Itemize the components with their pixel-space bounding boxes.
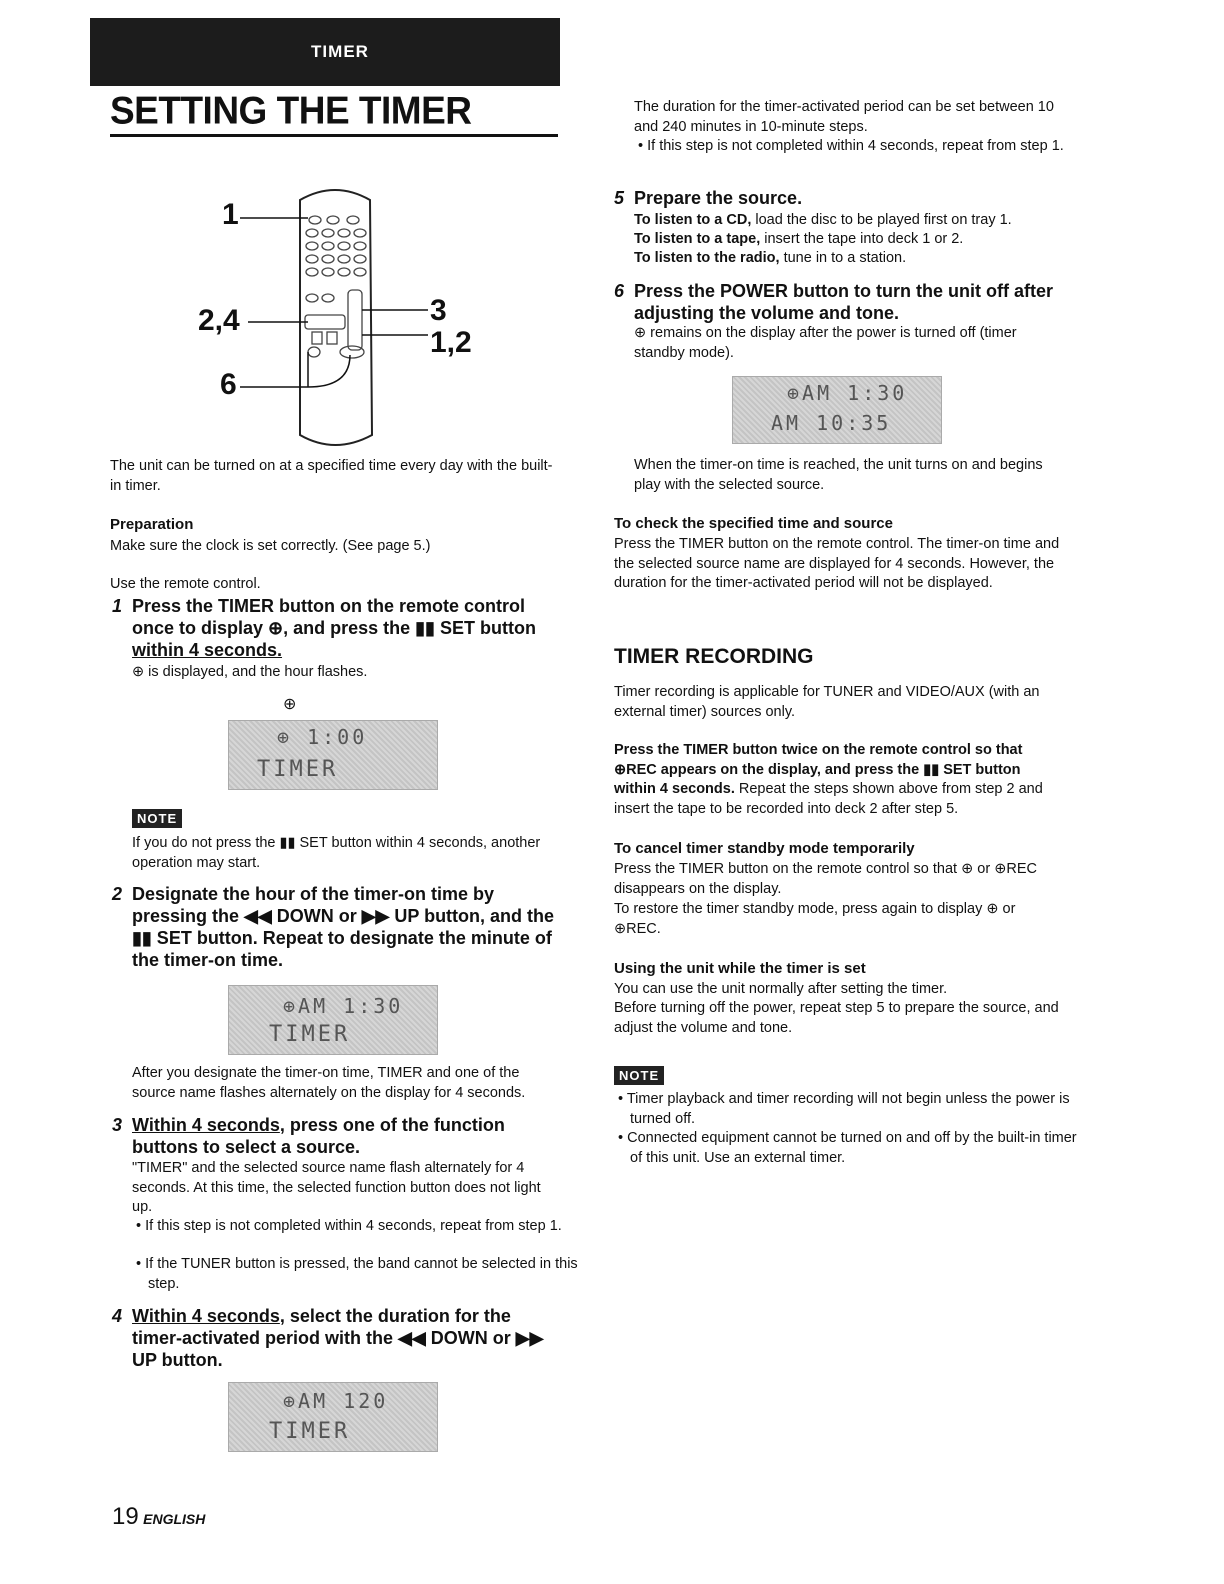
cancel-text-1: Press the TIMER button on the remote control so that ⊕ or ⊕REC disappears on the display. — [614, 861, 1037, 897]
lcd-step2-bottom: TIMER — [269, 1022, 351, 1047]
section-banner — [90, 18, 560, 86]
step4-number: 4 — [112, 1306, 123, 1326]
timer-recording-instruction: Press the TIMER button twice on the remote control so that ⊕REC appears on the display, and press the ▮▮ SET button within 4 seconds. Repeat the steps shown above from step 2 and insert the tape to be recorded into deck 2 after step 5. — [614, 742, 1043, 817]
step4-bullet: • If this step is not completed within 4 seconds, repeat from step 1. — [638, 138, 1064, 154]
timer-recording-text: Timer recording is applicable for TUNER and VIDEO/AUX (with an external timer) sources only. — [614, 684, 1040, 720]
step4-heading — [132, 1305, 560, 1371]
step1-number: 1 — [112, 596, 123, 616]
lcd-display-step6 — [732, 376, 942, 444]
preparation-text: Make sure the clock is set correctly. (See page 5.) — [110, 538, 431, 554]
step5-line-cd: To listen to a CD, load the disc to be played first on tray 1. — [634, 212, 1012, 228]
use-remote-text: Use the remote control. — [110, 576, 261, 592]
step5-line-tape: To listen to a tape, insert the tape into deck 1 or 2. — [634, 231, 964, 247]
lcd-step2-top: ⊕AM 1:30 — [283, 994, 404, 1018]
step2-body: After you designate the timer-on time, TIMER and one of the source name flashes alternately on the display for 4 seconds. — [132, 1065, 526, 1101]
lcd-step6-bottom: AM 10:35 — [771, 411, 892, 435]
step6-number: 6 — [614, 281, 625, 301]
step3-heading-text: , press one of the function buttons to select a source. — [132, 1115, 505, 1157]
page-title: SETTING THE TIMER — [110, 88, 472, 132]
step1-heading-underlined: within 4 seconds. — [132, 640, 283, 660]
lcd-display-step4 — [228, 1382, 438, 1452]
timer-clock-icon: ⊕ — [283, 696, 297, 713]
step6-heading: Press the POWER button to turn the unit off after adjusting the volume and tone. — [634, 281, 1053, 323]
remote-label-1: 1 — [222, 198, 239, 231]
step1-body: ⊕ is displayed, and the hour flashes. — [132, 664, 368, 680]
step3-number: 3 — [112, 1115, 123, 1135]
title-rule — [110, 134, 558, 137]
lcd-step6-top: ⊕AM 1:30 — [787, 381, 908, 405]
step3-heading-underlined: Within 4 seconds — [132, 1115, 280, 1135]
lcd-step4-bottom: TIMER — [269, 1419, 351, 1444]
note2-bullet-1: • Timer playback and timer recording will not begin unless the power is turned off. — [618, 1091, 1070, 1127]
remote-label-3: 3 — [430, 294, 447, 327]
cancel-heading: To cancel timer standby mode temporarily — [614, 840, 915, 857]
using-heading: Using the unit while the timer is set — [614, 960, 866, 977]
page-footer — [112, 1503, 205, 1531]
step6-body: ⊕ remains on the display after the power is turned off (timer standby mode). — [634, 325, 1017, 361]
step5-number: 5 — [614, 188, 625, 208]
step2-heading: Designate the hour of the timer-on time by pressing the ◀◀ DOWN or ▶▶ UP button, and the ▮▮ SET button. Repeat to designate the minute of the timer-on time. — [132, 884, 555, 970]
lcd-step1-bottom: TIMER — [257, 757, 339, 782]
step4-heading-text: , select the duration for the timer-activated period with the ◀◀ DOWN or ▶▶ UP button. — [132, 1306, 544, 1370]
note-badge-1: NOTE — [132, 809, 182, 828]
step5-line-radio: To listen to the radio, tune in to a station. — [634, 250, 907, 266]
intro-text: The unit can be turned on at a specified time every day with the built-in timer. — [110, 458, 553, 494]
remote-label-1-2: 1,2 — [430, 326, 472, 359]
step5-heading: Prepare the source. — [634, 188, 803, 208]
check-heading: To check the specified time and source — [614, 515, 893, 532]
section-label: TIMER — [311, 42, 369, 61]
lcd-display-step1 — [228, 720, 438, 790]
remote-label-6: 6 — [220, 368, 237, 401]
step3-bullet-1: • If this step is not completed within 4 seconds, repeat from step 1. — [136, 1218, 562, 1234]
step1-heading — [132, 595, 560, 661]
page-number: 19 — [112, 1503, 139, 1530]
remote-label-2-4: 2,4 — [198, 304, 240, 337]
note-badge-2: NOTE — [614, 1066, 664, 1085]
step4-heading-underlined: Within 4 seconds — [132, 1306, 280, 1326]
cancel-text-2: To restore the timer standby mode, press again to display ⊕ or ⊕REC. — [614, 901, 1016, 937]
step2-number: 2 — [112, 884, 123, 904]
lcd-step4-top: ⊕AM 120 — [283, 1389, 389, 1413]
timer-recording-heading: TIMER RECORDING — [614, 645, 814, 668]
step3-body: "TIMER" and the selected source name flash alternately for 4 seconds. At this time, the selected function button does not light up. — [132, 1160, 541, 1215]
lcd-step1-top: ⊕ 1:00 — [277, 725, 368, 749]
step3-heading — [132, 1114, 560, 1158]
step1-heading-text: Press the TIMER button on the remote control once to display ⊕, and press the ▮▮ SET button — [132, 596, 536, 638]
preparation-heading: Preparation — [110, 516, 194, 533]
step4-body: The duration for the timer-activated period can be set between 10 and 240 minutes in 10-minute steps. — [634, 99, 1054, 135]
note1-text: If you do not press the ▮▮ SET button within 4 seconds, another operation may start. — [132, 835, 541, 871]
using-text-1: You can use the unit normally after setting the timer. — [614, 981, 948, 997]
note2-bullet-2: • Connected equipment cannot be turned on and off by the built-in timer of this unit. Use an external timer. — [618, 1130, 1077, 1166]
step6-after: When the timer-on time is reached, the unit turns on and begins play with the selected source. — [634, 457, 1043, 493]
check-text: Press the TIMER button on the remote control. The timer-on time and the selected source name are displayed for 4 seconds. However, the duration for the timer-activated period will not be displayed. — [614, 536, 1060, 591]
using-text-2: Before turning off the power, repeat step 5 to prepare the source, and adjust the volume and tone. — [614, 1000, 1059, 1036]
language-label: ENGLISH — [143, 1511, 206, 1527]
lcd-display-step2 — [228, 985, 438, 1055]
step3-bullet-2: • If the TUNER button is pressed, the band cannot be selected in this step. — [136, 1256, 578, 1292]
